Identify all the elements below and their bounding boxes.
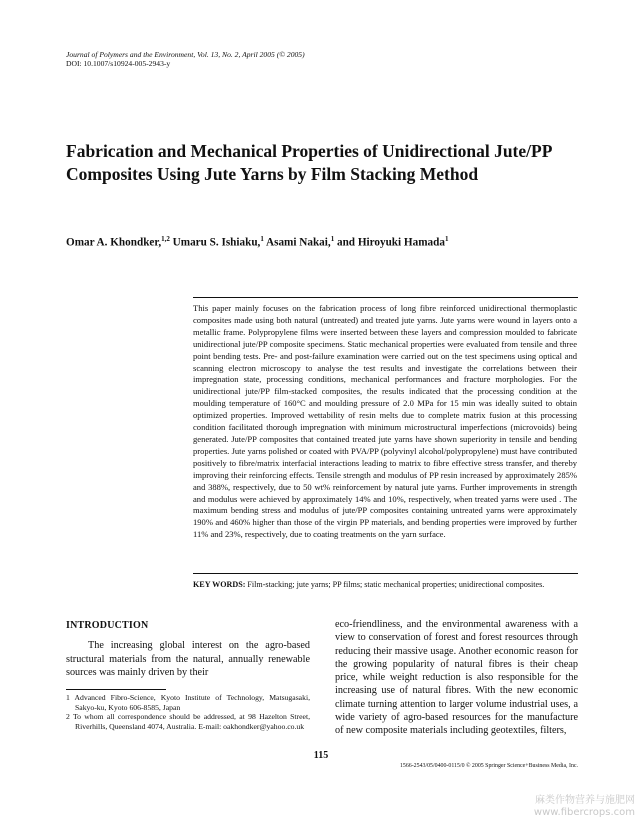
- keywords: [193, 579, 577, 590]
- author-list: [66, 235, 586, 249]
- keywords-label: KEY WORDS:: [193, 580, 246, 589]
- author-name: and Hiroyuki Hamada: [336, 236, 445, 249]
- left-column: [66, 619, 310, 679]
- watermark-site-name: 麻类作物营养与施肥网: [535, 795, 635, 806]
- section-heading-introduction: INTRODUCTION: [66, 620, 149, 631]
- watermark-url: www.fibercrops.com: [533, 807, 635, 818]
- author-affiliation-mark: 1: [260, 235, 264, 243]
- footnote-correspondence: 2 To whom all correspondence should be addressed, at 98 Hazelton Street, Riverhills, Queensland 4074, Australia. E-mail: oakhondker@yahoo.co.uk: [66, 712, 310, 731]
- copyright-line: 1566-2543/05/0400-0115/0 © 2005 Springer Science+Business Media, Inc.: [399, 763, 578, 769]
- doi: DOI: 10.1007/s10924-005-2943-y: [66, 59, 171, 68]
- author-name: Asami Nakai,: [266, 236, 331, 249]
- abstract-bottom-rule: [193, 573, 578, 574]
- author-affiliation-mark: 1,2: [161, 235, 170, 243]
- footnote-rule: [66, 689, 166, 690]
- footnote-affiliation: 1 Advanced Fibro-Science, Kyoto Institute of Technology, Matsugasaki, Sakyo-ku, Kyoto 606-8585, Japan: [66, 693, 310, 712]
- watermark: [470, 795, 635, 819]
- author-affiliation-mark: 1: [444, 235, 449, 243]
- introduction-paragraph: The increasing global interest on the agro-based structural materials from the natural, annually renewable sources was mainly driven by their: [66, 640, 310, 678]
- footnotes: [66, 693, 310, 731]
- right-column: [335, 618, 578, 738]
- author-affiliation-mark: 1: [330, 235, 335, 243]
- page-number: 115: [313, 750, 329, 761]
- author-name: Umaru S. Ishiaku,: [172, 236, 261, 249]
- abstract-top-rule: [193, 297, 578, 298]
- introduction-paragraph-continued: eco-friendliness, and the environmental awareness with a view to conservation of forest and forest resources through reducing their massive usage. Another economic reason for the growing popularity of natural fibres is their cheap price, while weight reduction is also responsible for the increasing use of natural fibres. With the new economic climate turning attention to larger volume industrial uses, a wide variety of agro-based resources for the manufacture of new composite materials including geotextiles, filters,: [335, 619, 578, 737]
- abstract: This paper mainly focuses on the fabrication process of long fibre reinforced unidirectional thermoplastic composites made using both natural (untreated) and treated jute yarns. Jute yarns were wound in layers onto a metallic frame. Polypropylene films were inserted between these layers and compression moulded to fabricate unidirectional jute/PP composite specimens. Static mechanical properties were evaluated from tensile and three point bending tests. Pre- and post-failure examination were carried out on the test specimens using optical and scanning electron microscopy to analyse the test results and investigate the correlations between their impregnation state, processing conditions, mechanical performances and fracture morphologies. For the unidirectional jute/PP film-stacked composites, the results indicated that the processing condition at the moulding temperature of 160°C and moulding pressure of 2.0 MPa for 15 min was ideally suited to obtain optimized properties. Improved wettability of resin melts due to complete matrix fusion at this processing condition facilitated thorough impregnation with minimum microstructural imperfections (microvoids) being generated. Jute/PP composites that contained treated jute yarns have shown superiority in tensile and bending properties. Jute yarns polished or coated with PVA/PP (polyvinyl alcohol/polypropylene) must have contributed positively to fibre/matrix interfacial interactions leading to matrix to fibre effective stress transfer, and thereby improving their reinforcing effects. Tensile strength and modulus of PP resin increased by approximately 285% and 388%, respectively, due to 50 wt% reinforcement by natural jute yarns. Further improvements in strength and modulus were achieved by approximately 14% and 10%, respectively, when treated yarns were used . The maximum bending stress and modulus of jute/PP composites containing untreated yarns were approximately 190% and 460% higher than those of the virgin PP materials, and bending properties were improved by further 11% and 23%, respectively, due to coating treatments on the yarn surface.: [193, 303, 577, 540]
- paper-title: Fabrication and Mechanical Properties of Unidirectional Jute/PP Composites Using Jute Yarns by Film Stacking Method: [66, 141, 552, 184]
- journal-citation: Journal of Polymers and the Environment, Vol. 13, No. 2, April 2005 (© 2005): [66, 50, 305, 59]
- keywords-text: Film-stacking; jute yarns; PP films; static mechanical properties; unidirectional composites.: [245, 580, 545, 589]
- author-name: Omar A. Khondker,: [66, 236, 162, 249]
